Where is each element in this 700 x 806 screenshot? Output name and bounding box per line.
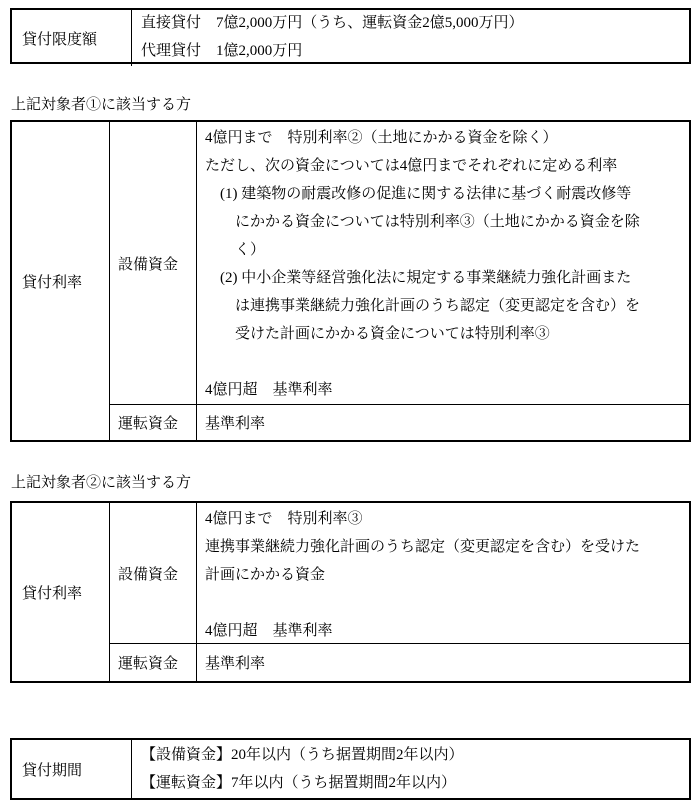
working-rate-value-2: 基準利率	[205, 656, 266, 672]
working-rate-value-cell-2	[197, 644, 689, 681]
loan-period-header-label: 貸付期間	[22, 762, 83, 779]
rate-line: 連携事業継続力強化計画のうち認定（変更認定を含む）を受けた	[205, 539, 641, 555]
loan-period-table	[10, 738, 691, 800]
working-funds-label-cell-2	[110, 644, 197, 681]
working-rate-value-1: 基準利率	[205, 416, 266, 432]
rate-line-over-4-oku: 4億円超 基準利率	[205, 623, 333, 639]
working-period-text: 【運転資金】7年以内（うち据置期間2年以内）	[141, 775, 457, 791]
rate-line: 受けた計画にかかる資金については特別利率③	[235, 326, 550, 342]
loan-limit-table	[10, 8, 691, 64]
rate-line: く）	[235, 242, 266, 258]
working-funds-label-1: 運転資金	[118, 416, 179, 432]
equipment-period-text: 【設備資金】20年以内（うち据置期間2年以内）	[141, 747, 464, 763]
rate-line-blank	[205, 348, 683, 376]
rate-line: ただし、次の資金については4億円までそれぞれに定める利率	[205, 158, 618, 174]
equipment-funds-label-1: 設備資金	[118, 256, 179, 273]
rate-header-cell-2	[12, 503, 110, 681]
section-1-rate-table	[10, 120, 691, 442]
rate-line: 4億円まで 特別利率②（土地にかかる資金を除く）	[205, 130, 558, 146]
equipment-funds-label-cell-2	[110, 503, 197, 644]
rate-header-label-2: 貸付利率	[22, 585, 83, 602]
loan-limit-header-cell	[12, 10, 132, 66]
section-2-heading: 上記対象者②に該当する方	[11, 475, 192, 491]
equipment-funds-label-cell-1	[110, 122, 197, 405]
loan-period-values-cell	[132, 740, 689, 798]
loan-limit-values-cell	[132, 10, 689, 66]
rate-line-item-2: (2) 中小企業等経営強化法に規定する事業継続力強化計画また	[220, 270, 632, 286]
rate-line: にかかる資金については特別利率③（土地にかかる資金を除	[235, 214, 640, 230]
rate-line-blank	[205, 589, 683, 617]
section-2-rate-table	[10, 501, 691, 683]
direct-loan-limit-text: 直接貸付 7億2,000万円（うち、運転資金2億5,000万円）	[141, 15, 524, 31]
section-1-heading: 上記対象者①に該当する方	[11, 97, 192, 113]
loan-period-header-cell	[12, 740, 132, 798]
working-rate-value-cell-1	[197, 405, 689, 440]
equipment-rate-content-cell-1	[197, 122, 689, 405]
rate-header-label-1: 貸付利率	[22, 274, 83, 291]
working-funds-label-2: 運転資金	[118, 656, 179, 672]
rate-line-over-4-oku: 4億円超 基準利率	[205, 382, 333, 398]
agency-loan-limit-text: 代理貸付 1億2,000万円	[141, 43, 303, 59]
rate-line: は連携事業継続力強化計画のうち認定（変更認定を含む）を	[235, 298, 641, 314]
rate-header-cell-1	[12, 122, 110, 440]
loan-limit-header-label: 貸付限度額	[22, 31, 98, 48]
equipment-rate-content-cell-2	[197, 503, 689, 644]
rate-line: 4億円まで 特別利率③	[205, 511, 363, 527]
working-funds-label-cell-1	[110, 405, 197, 440]
rate-line-item-1: (1) 建築物の耐震改修の促進に関する法律に基づく耐震改修等	[220, 186, 632, 202]
equipment-funds-label-2: 設備資金	[118, 566, 179, 583]
rate-line: 計画にかかる資金	[205, 567, 326, 583]
